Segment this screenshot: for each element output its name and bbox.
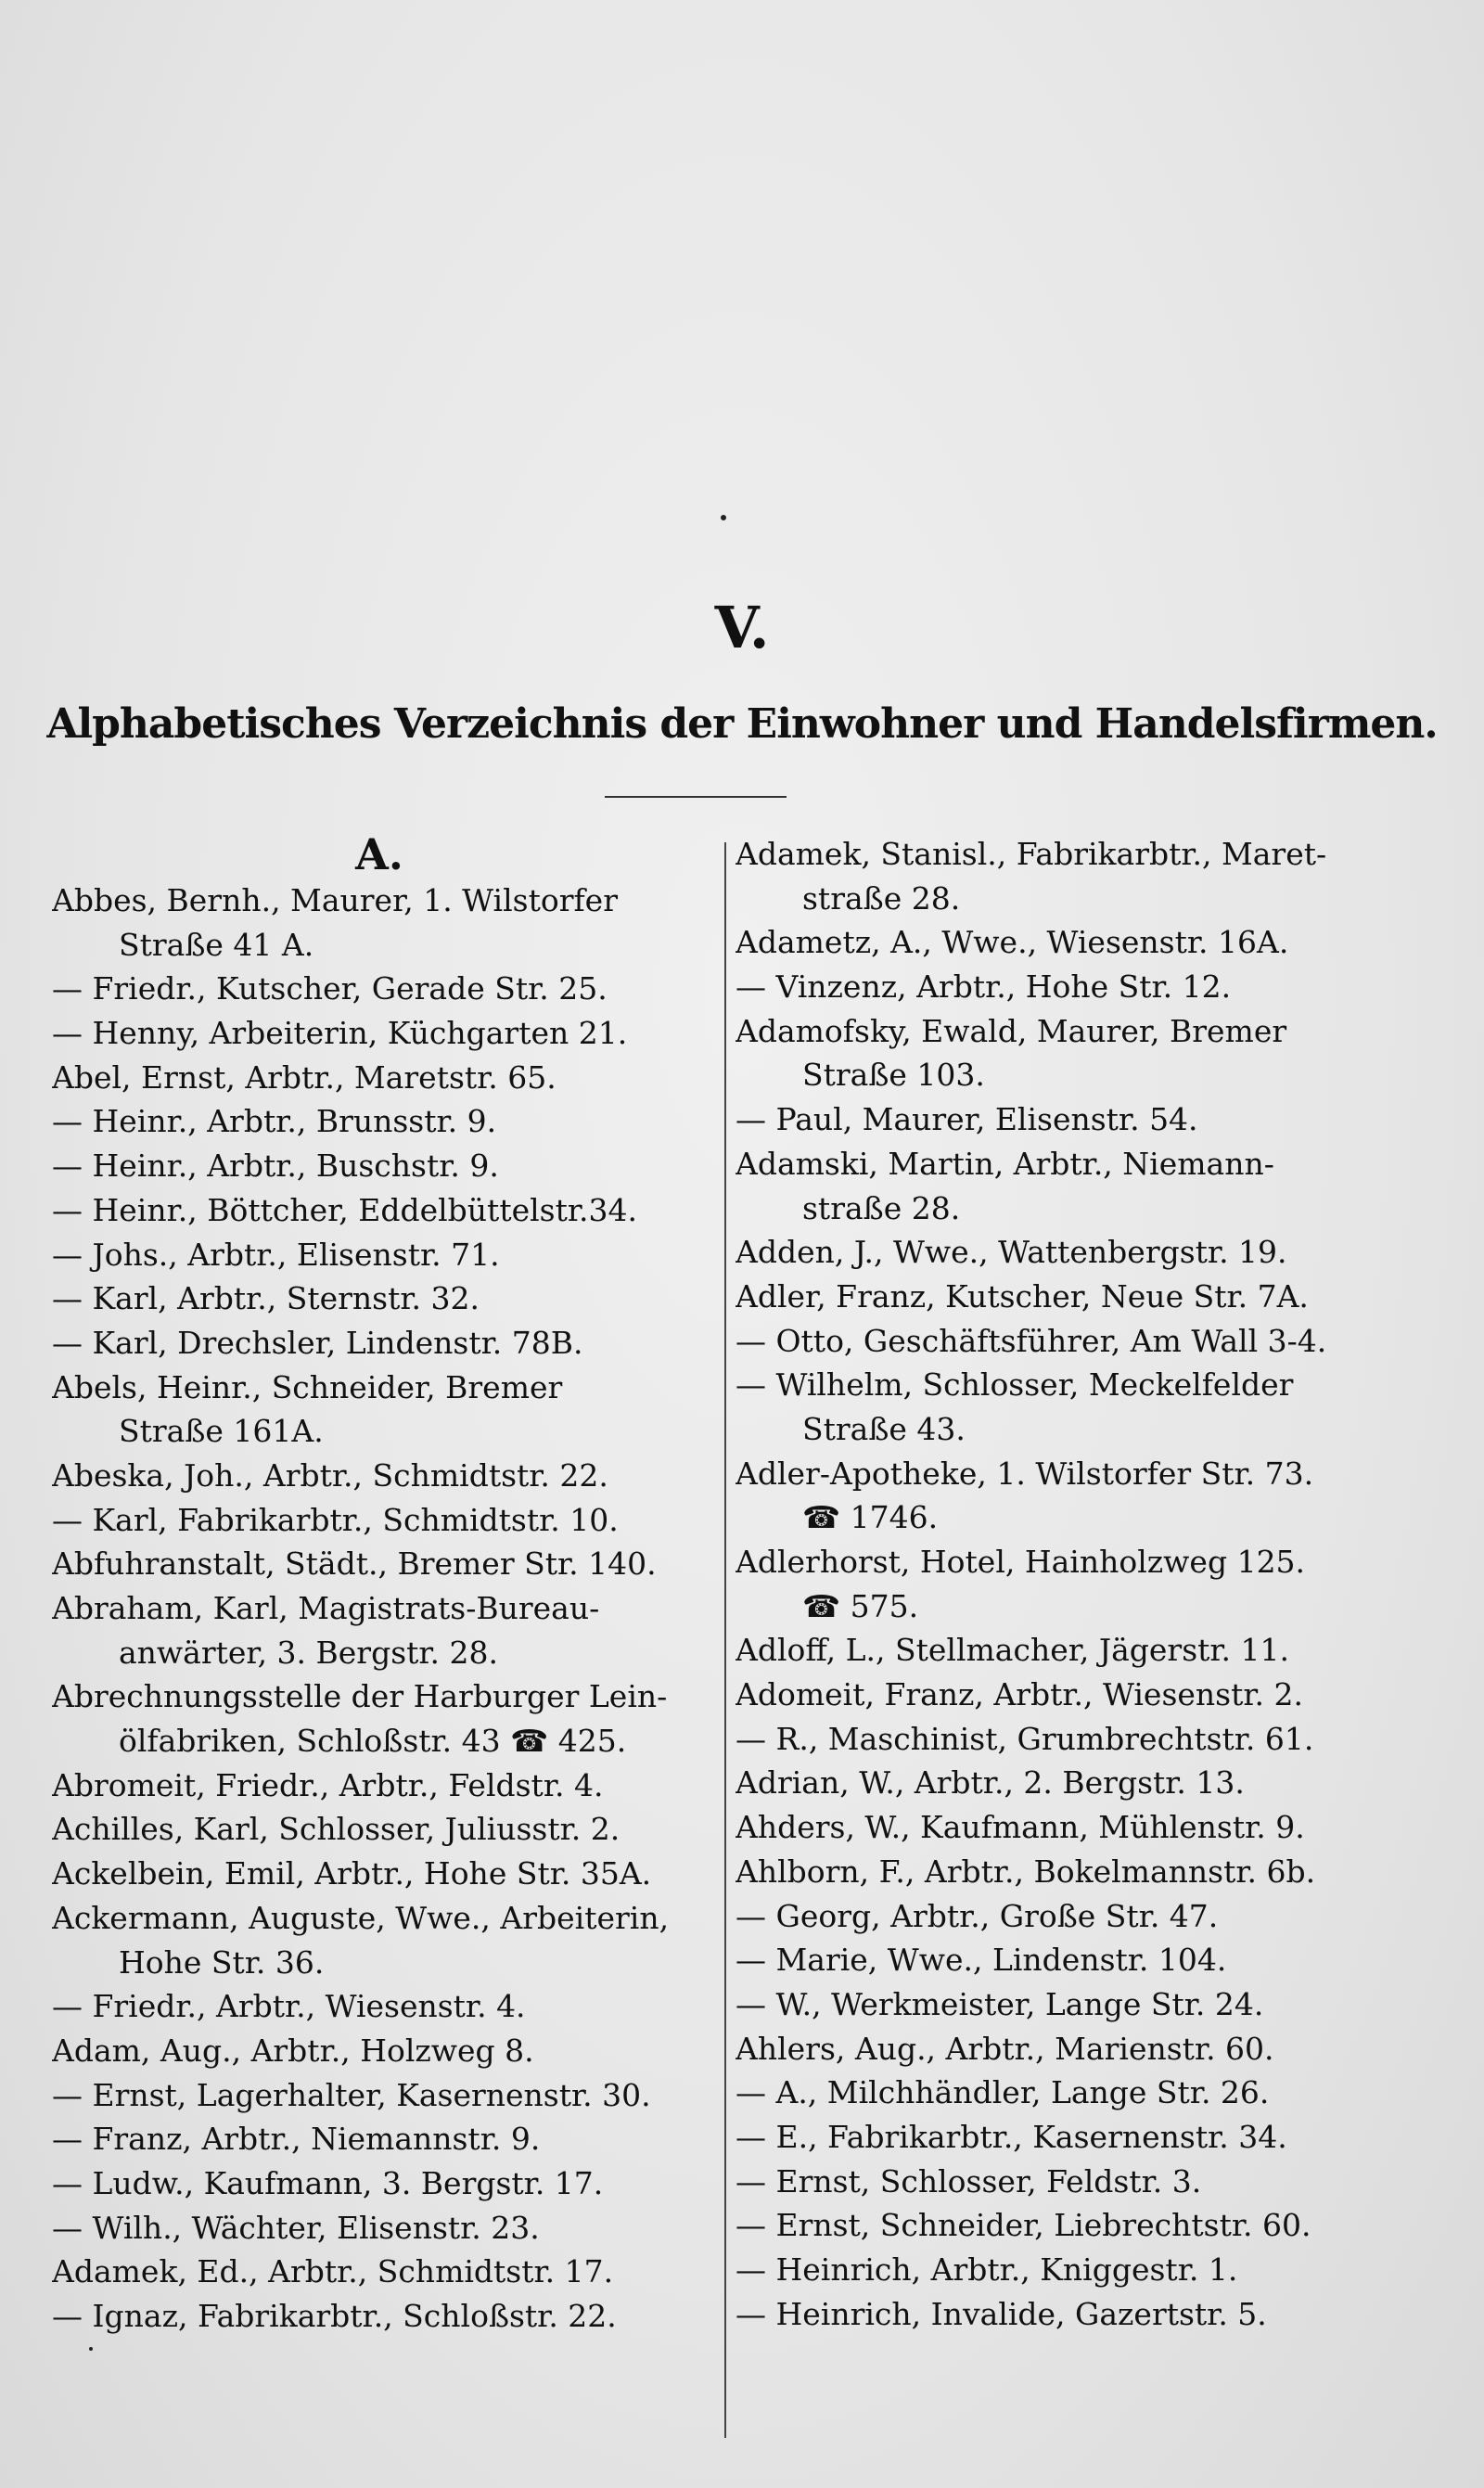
- directory-entry-line: — Henny, Arbeiterin, Küchgarten 21.: [52, 1015, 628, 1052]
- directory-entry-line: — Heinr., Böttcher, Eddelbüttelstr.34.: [52, 1191, 637, 1228]
- directory-entry-line: Adametz, A., Wwe., Wiesenstr. 16A.: [736, 924, 1289, 961]
- directory-entry-line: — Ignaz, Fabrikarbtr., Schloßstr. 22.: [52, 2298, 617, 2334]
- directory-entry-line: Straße 103.: [802, 1057, 985, 1094]
- left-column: [52, 830, 707, 2339]
- directory-entry-line: — Wilhelm, Schlosser, Meckelfelder: [736, 1366, 1294, 1404]
- directory-entry-line: — W., Werkmeister, Lange Str. 24.: [736, 1985, 1264, 2022]
- directory-entry-line: Ackermann, Auguste, Wwe., Arbeiterin,: [52, 1899, 670, 1936]
- column-divider: [724, 842, 726, 2438]
- directory-entry-line: Adler, Franz, Kutscher, Neue Str. 7A.: [736, 1277, 1309, 1315]
- letter-heading: A.: [355, 829, 403, 879]
- directory-entry-line: Adam, Aug., Arbtr., Holzweg 8.: [52, 2032, 534, 2069]
- directory-entry-line: Ahlers, Aug., Arbtr., Marienstr. 60.: [736, 2030, 1274, 2067]
- directory-entry-line: — Heinr., Arbtr., Brunsstr. 9.: [52, 1103, 497, 1140]
- directory-entry-line: — A., Milchhändler, Lange Str. 26.: [736, 2074, 1270, 2111]
- directory-entry-line: Adrian, W., Arbtr., 2. Bergstr. 13.: [736, 1764, 1245, 1802]
- directory-entry-line: — Johs., Arbtr., Elisenstr. 71.: [52, 1236, 500, 1273]
- directory-entry-line: — Georg, Arbtr., Große Str. 47.: [736, 1897, 1219, 1934]
- directory-entry-line: ☎ 575.: [802, 1587, 919, 1624]
- print-speck: [89, 2347, 93, 2351]
- directory-entry-line: Straße 43.: [802, 1410, 966, 1447]
- directory-entry-line: Abeska, Joh., Arbtr., Schmidtstr. 22.: [52, 1456, 608, 1494]
- directory-entry-line: — Friedr., Arbtr., Wiesenstr. 4.: [52, 1988, 526, 2025]
- directory-entry-line: — Ludw., Kaufmann, 3. Bergstr. 17.: [52, 2164, 604, 2201]
- directory-entry-line: Abels, Heinr., Schneider, Bremer: [52, 1368, 563, 1405]
- section-numeral: V.: [714, 594, 770, 661]
- directory-entry-line: Abraham, Karl, Magistrats-Bureau-: [52, 1590, 600, 1626]
- directory-entry-line: — R., Maschinist, Grumbrechtstr. 61.: [736, 1720, 1314, 1757]
- directory-entry-line: Adamofsky, Ewald, Maurer, Bremer: [736, 1012, 1287, 1049]
- directory-entry-line: straße 28.: [802, 1189, 961, 1226]
- directory-entry-line: — Karl, Drechsler, Lindenstr. 78B.: [52, 1324, 583, 1361]
- directory-entry-line: — Franz, Arbtr., Niemannstr. 9.: [52, 2121, 541, 2158]
- directory-entry-line: Ahlborn, F., Arbtr., Bokelmannstr. 6b.: [736, 1853, 1316, 1890]
- directory-entry-line: — Heinr., Arbtr., Buschstr. 9.: [52, 1148, 499, 1185]
- directory-entry-line: Straße 41 A.: [119, 926, 314, 963]
- right-column: [736, 830, 1396, 2336]
- directory-entry-line: — Paul, Maurer, Elisenstr. 54.: [736, 1101, 1198, 1138]
- directory-entry-line: — Ernst, Schlosser, Feldstr. 3.: [736, 2162, 1202, 2199]
- directory-entry-line: Adloff, L., Stellmacher, Jägerstr. 11.: [736, 1632, 1290, 1669]
- directory-entry-line: anwärter, 3. Bergstr. 28.: [119, 1634, 499, 1671]
- directory-entry-line: — Friedr., Kutscher, Gerade Str. 25.: [52, 970, 608, 1007]
- directory-entry-line: Hohe Str. 36.: [119, 1943, 325, 1981]
- directory-entry-line: straße 28.: [802, 879, 961, 917]
- directory-entry-line: Adamek, Stanisl., Fabrikarbtr., Maret-: [736, 836, 1327, 872]
- directory-entry-line: Abfuhranstalt, Städt., Bremer Str. 140.: [52, 1545, 657, 1583]
- directory-entry-line: Abel, Ernst, Arbtr., Maretstr. 65.: [52, 1058, 556, 1096]
- directory-entry-line: Ahders, W., Kaufmann, Mühlenstr. 9.: [736, 1809, 1305, 1846]
- right-entry-list: [736, 832, 1396, 2336]
- directory-entry-line: — Otto, Geschäftsführer, Am Wall 3-4.: [736, 1322, 1327, 1359]
- directory-entry-line: Ackelbein, Emil, Arbtr., Hohe Str. 35A.: [52, 1855, 652, 1892]
- directory-entry-line: Abbes, Bernh., Maurer, 1. Wilstorfer: [52, 882, 618, 918]
- directory-entry-line: Abrechnungsstelle der Harburger Lein-: [52, 1678, 668, 1715]
- directory-entry-line: — Marie, Wwe., Lindenstr. 104.: [736, 1942, 1227, 1979]
- page-title: Alphabetisches Verzeichnis der Einwohner und Handelsfirmen.: [46, 700, 1438, 748]
- directory-entry-line: — Karl, Fabrikarbtr., Schmidtstr. 10.: [52, 1501, 619, 1538]
- directory-entry-line: — Ernst, Schneider, Liebrechtstr. 60.: [736, 2207, 1311, 2244]
- directory-entry-line: Adamek, Ed., Arbtr., Schmidtstr. 17.: [52, 2253, 614, 2290]
- title-divider: [605, 796, 787, 798]
- print-speck: [721, 515, 726, 520]
- directory-entry-line: Adlerhorst, Hotel, Hainholzweg 125.: [736, 1544, 1306, 1580]
- directory-entry-line: — Ernst, Lagerhalter, Kasernenstr. 30.: [52, 2076, 651, 2113]
- directory-entry-line: Abromeit, Friedr., Arbtr., Feldstr. 4.: [52, 1766, 604, 1803]
- directory-entry-line: ölfabriken, Schloßstr. 43 ☎ 425.: [119, 1723, 627, 1760]
- directory-entry-line: Adden, J., Wwe., Wattenbergstr. 19.: [736, 1234, 1287, 1271]
- directory-entry-line: Achilles, Karl, Schlosser, Juliusstr. 2.: [52, 1811, 620, 1848]
- directory-entry-line: Adamski, Martin, Arbtr., Niemann-: [736, 1145, 1274, 1182]
- directory-entry-line: Adomeit, Franz, Arbtr., Wiesenstr. 2.: [736, 1676, 1303, 1713]
- directory-entry-line: Straße 161A.: [119, 1413, 324, 1450]
- directory-entry-line: — Vinzenz, Arbtr., Hohe Str. 12.: [736, 968, 1232, 1006]
- directory-entry-line: — Heinrich, Invalide, Gazertstr. 5.: [736, 2295, 1267, 2332]
- directory-entry-line: — Heinrich, Arbtr., Kniggestr. 1.: [736, 2251, 1238, 2288]
- left-entry-list: [52, 878, 707, 2339]
- directory-entry-line: — Wilh., Wächter, Elisenstr. 23.: [52, 2209, 540, 2246]
- directory-entry-line: ☎ 1746.: [802, 1499, 939, 1536]
- directory-entry-line: — E., Fabrikarbtr., Kasernenstr. 34.: [736, 2118, 1287, 2155]
- directory-entry-line: Adler-Apotheke, 1. Wilstorfer Str. 73.: [736, 1455, 1314, 1492]
- directory-entry-line: — Karl, Arbtr., Sternstr. 32.: [52, 1280, 480, 1317]
